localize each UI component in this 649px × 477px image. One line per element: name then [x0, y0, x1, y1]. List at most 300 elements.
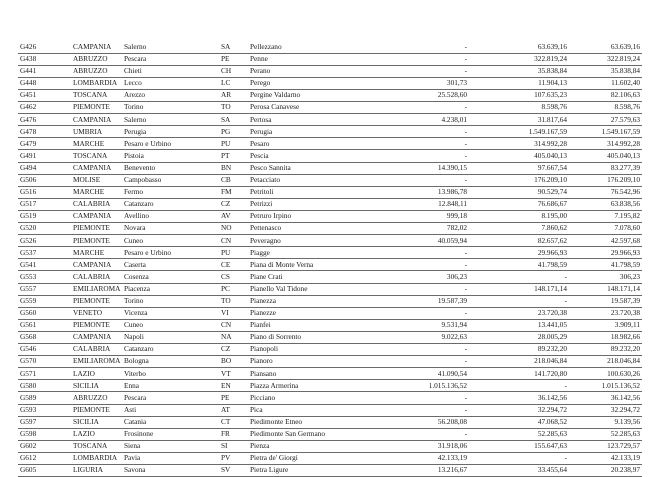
row-value-1: 19.587,39: [437, 295, 467, 305]
table-row: [0, 77, 649, 89]
row-region: CALABRIA: [73, 199, 111, 209]
table-row: [0, 198, 649, 210]
row-sigla: CE: [221, 259, 231, 269]
row-comune: Perano: [250, 66, 271, 76]
row-region: LAZIO: [73, 429, 95, 438]
row-value-1: 4.238,01: [441, 114, 467, 124]
row-value-2: 314.992,28: [534, 138, 567, 148]
row-value-3: 82.106,63: [610, 90, 640, 100]
table-row: [0, 440, 649, 452]
row-sigla: NO: [221, 223, 232, 233]
row-value-1: 14.390,15: [437, 162, 467, 172]
document-page: [0, 41, 649, 476]
row-comune: Piazza Armerina: [250, 380, 299, 390]
row-value-1: -: [464, 344, 467, 354]
row-region: MOLISE: [73, 175, 101, 185]
row-value-1: 25.528,60: [437, 90, 467, 100]
row-value-2: 52.285,63: [537, 429, 567, 438]
row-sigla: BO: [221, 356, 232, 366]
table-row: [0, 283, 649, 295]
row-province: Bologna: [124, 356, 149, 366]
row-value-1: 9.531,94: [441, 320, 467, 330]
row-sigla: EN: [221, 380, 231, 390]
row-sigla: PU: [221, 247, 231, 257]
table-row: [0, 452, 649, 464]
row-comune: Pianezza: [250, 295, 276, 305]
row-value-2: 322.819,24: [534, 54, 567, 64]
row-region: VENETO: [73, 308, 103, 318]
row-province: Napoli: [124, 332, 144, 342]
row-comune: Petrizzi: [250, 199, 273, 209]
row-code: G541: [20, 259, 37, 269]
row-code: G494: [20, 162, 37, 172]
row-value-3: 76.542,96: [610, 187, 640, 197]
row-province: Frosinone: [124, 429, 154, 438]
row-value-3: 1.549.167,59: [601, 126, 640, 136]
row-sigla: SA: [221, 42, 231, 51]
table-row: [0, 89, 649, 101]
row-value-1: 999,18: [446, 211, 467, 221]
row-sigla: FR: [221, 429, 230, 438]
row-sigla: CB: [221, 175, 231, 185]
row-region: CAMPANIA: [73, 162, 112, 172]
table-row: [0, 235, 649, 247]
row-code: G441: [20, 66, 37, 76]
row-value-2: 82.657,62: [537, 235, 567, 245]
row-sigla: PE: [221, 54, 230, 64]
row-comune: Pianfei: [250, 320, 271, 330]
table-row: [0, 174, 649, 186]
row-region: SICILIA: [73, 380, 99, 390]
table-row: [0, 319, 649, 331]
row-province: Asti: [124, 404, 137, 414]
row-comune: Piano di Sorrento: [250, 332, 302, 342]
row-value-2: 13.441,05: [537, 320, 567, 330]
row-sigla: CT: [221, 416, 231, 426]
row-value-3: 41.798,59: [610, 259, 640, 269]
row-comune: Peveragno: [250, 235, 281, 245]
row-value-2: 33.455,64: [537, 465, 567, 475]
table-row: [0, 126, 649, 138]
row-value-1: 782,02: [446, 223, 467, 233]
row-value-2: 8.598,76: [541, 102, 567, 112]
row-region: TOSCANA: [73, 441, 108, 451]
row-value-2: 97.667,54: [537, 162, 567, 172]
row-value-3: 42.133,19: [610, 453, 640, 463]
row-comune: Pietra de' Giorgi: [250, 453, 298, 463]
table-row: [0, 392, 649, 404]
row-province: Siena: [124, 441, 141, 451]
row-province: Cuneo: [124, 235, 144, 245]
row-value-2: 107.635,23: [534, 90, 567, 100]
row-sigla: TO: [221, 102, 231, 112]
row-province: Enna: [124, 380, 139, 390]
row-value-3: 20.238,97: [610, 465, 640, 475]
row-code: G597: [20, 416, 37, 426]
row-sigla: CH: [221, 66, 232, 76]
row-value-1: -: [464, 259, 467, 269]
table-row: [0, 65, 649, 77]
table-row: [0, 404, 649, 416]
row-value-1: -: [464, 247, 467, 257]
row-sigla: VT: [221, 368, 231, 378]
row-comune: Petruro Irpino: [250, 211, 292, 221]
row-comune: Pescia: [250, 150, 269, 160]
row-comune: Pianoro: [250, 356, 273, 366]
row-value-2: 218.046,84: [534, 356, 567, 366]
row-value-3: 52.285,63: [610, 429, 640, 438]
row-code: G426: [20, 42, 37, 51]
row-comune: Perego: [250, 78, 271, 88]
row-value-3: 32.294,72: [610, 404, 640, 414]
row-region: PIEMONTE: [73, 404, 110, 414]
row-value-1: -: [464, 42, 467, 51]
row-code: G520: [20, 223, 37, 233]
row-comune: Penne: [250, 54, 268, 64]
row-province: Torino: [124, 102, 144, 112]
row-region: CAMPANIA: [73, 42, 112, 51]
row-value-3: 8.598,76: [614, 102, 640, 112]
row-sigla: PV: [221, 453, 231, 463]
table-row: [0, 368, 649, 380]
table-row: [0, 295, 649, 307]
row-code: G559: [20, 295, 37, 305]
row-value-1: 41.090,54: [437, 368, 467, 378]
row-value-1: 12.848,11: [438, 199, 467, 209]
table-row: [0, 222, 649, 234]
row-comune: Piedimonte San Germano: [250, 429, 325, 438]
row-sigla: CZ: [221, 344, 231, 354]
row-region: PIEMONTE: [73, 295, 110, 305]
row-sigla: CS: [221, 271, 230, 281]
row-value-3: 35.838,84: [610, 66, 640, 76]
row-code: G526: [20, 235, 37, 245]
row-comune: Perugia: [250, 126, 273, 136]
row-code: G589: [20, 392, 37, 402]
row-code: G571: [20, 368, 37, 378]
row-region: PIEMONTE: [73, 102, 110, 112]
row-value-3: 11.602,40: [611, 78, 640, 88]
row-value-3: 29.966,93: [610, 247, 640, 257]
row-value-1: 301,73: [446, 78, 467, 88]
row-value-2: -: [564, 380, 567, 390]
row-comune: Perosa Canavese: [250, 102, 300, 112]
row-comune: Piedimonte Etneo: [250, 416, 303, 426]
row-value-2: 41.798,59: [537, 259, 567, 269]
row-sigla: TO: [221, 295, 231, 305]
row-value-1: -: [464, 126, 467, 136]
row-sigla: CZ: [221, 199, 231, 209]
table-row: [0, 53, 649, 65]
row-sigla: CN: [221, 320, 232, 330]
row-value-2: 23.720,38: [537, 308, 567, 318]
row-sigla: PU: [221, 138, 231, 148]
row-comune: Piansano: [250, 368, 277, 378]
row-code: G491: [20, 150, 37, 160]
row-value-2: 7.860,62: [541, 223, 567, 233]
row-value-3: 36.142,56: [610, 392, 640, 402]
row-code: G438: [20, 54, 37, 64]
row-province: Campobasso: [124, 175, 162, 185]
table-row: [0, 41, 649, 53]
table-row: [0, 343, 649, 355]
row-comune: Pertosa: [250, 114, 272, 124]
row-region: TOSCANA: [73, 150, 108, 160]
row-value-2: -: [564, 271, 567, 281]
row-value-2: 36.142,56: [537, 392, 567, 402]
row-province: Fermo: [124, 187, 144, 197]
row-value-2: 31.817,64: [537, 114, 567, 124]
row-value-3: 123.729,57: [607, 441, 640, 451]
row-province: Chieti: [124, 66, 142, 76]
row-region: EMILIAROMA: [73, 356, 121, 366]
row-code: G561: [20, 320, 37, 330]
row-value-1: -: [464, 429, 467, 438]
row-province: Vicenza: [124, 308, 148, 318]
row-province: Salerno: [124, 114, 147, 124]
row-comune: Pesaro: [250, 138, 270, 148]
row-sigla: AT: [221, 404, 230, 414]
row-comune: Pettenasco: [250, 223, 282, 233]
table-row: [0, 247, 649, 259]
row-region: TOSCANA: [73, 90, 108, 100]
row-value-1: -: [464, 138, 467, 148]
table-row: [0, 380, 649, 392]
row-region: LOMBARDIA: [73, 453, 118, 463]
row-province: Pistoia: [124, 150, 144, 160]
row-province: Catania: [124, 416, 147, 426]
row-value-2: 148.171,14: [534, 283, 567, 293]
row-value-1: -: [464, 150, 467, 160]
row-value-2: 90.529,74: [537, 187, 567, 197]
row-value-2: 29.966,93: [537, 247, 567, 257]
row-province: Cuneo: [124, 320, 144, 330]
row-code: G476: [20, 114, 37, 124]
row-code: G553: [20, 271, 37, 281]
row-region: SICILIA: [73, 416, 99, 426]
table-row: [0, 259, 649, 271]
row-comune: Pesco Sannita: [250, 162, 291, 172]
row-value-3: 218.046,84: [607, 356, 640, 366]
row-province: Pescara: [124, 392, 147, 402]
table-row: [0, 210, 649, 222]
row-value-3: 3.909,11: [614, 320, 640, 330]
row-comune: Pergine Valdarno: [250, 90, 301, 100]
row-province: Pescara: [124, 54, 147, 64]
row-value-1: -: [464, 404, 467, 414]
row-sigla: SV: [221, 465, 231, 475]
row-province: Salerno: [124, 42, 147, 51]
row-value-2: 141.720,80: [534, 368, 567, 378]
row-value-3: 7.195,82: [614, 211, 640, 221]
row-value-3: 148.171,14: [607, 283, 640, 293]
row-comune: Pellezzano: [250, 42, 282, 51]
row-value-2: 155.647,63: [534, 441, 567, 451]
row-value-3: 306,23: [619, 271, 640, 281]
row-code: G451: [20, 90, 37, 100]
table-row: [0, 138, 649, 150]
row-value-1: 40.059,94: [437, 235, 467, 245]
row-province: Catanzaro: [124, 199, 154, 209]
row-province: Perugia: [124, 126, 147, 136]
row-value-1: 9.022,63: [441, 332, 467, 342]
row-comune: Pienza: [250, 441, 270, 451]
row-value-2: -: [564, 295, 567, 305]
row-comune: Pianezze: [250, 308, 276, 318]
row-value-3: 314.992,28: [607, 138, 640, 148]
row-code: G519: [20, 211, 37, 221]
row-region: MARCHE: [73, 187, 105, 197]
row-province: Lecco: [124, 78, 142, 88]
table-row: [0, 101, 649, 113]
table-row: [0, 428, 649, 440]
row-value-1: -: [464, 102, 467, 112]
row-code: G479: [20, 138, 37, 148]
row-value-2: 47.068,52: [537, 416, 567, 426]
row-value-3: 176.209,10: [607, 175, 640, 185]
row-sigla: SA: [221, 114, 231, 124]
row-region: CAMPANIA: [73, 259, 112, 269]
row-sigla: FM: [221, 187, 232, 197]
row-value-1: -: [464, 392, 467, 402]
row-comune: Piane Crati: [250, 271, 283, 281]
row-region: CAMPANIA: [73, 114, 112, 124]
row-comune: Picciano: [250, 392, 276, 402]
row-comune: Piana di Monte Verna: [250, 259, 314, 269]
row-value-3: 18.982,66: [610, 332, 640, 342]
row-region: ABRUZZO: [73, 66, 108, 76]
row-value-2: 35.838,84: [537, 66, 567, 76]
table-row: [0, 355, 649, 367]
row-province: Pesaro e Urbino: [124, 138, 172, 148]
table-row: [0, 416, 649, 428]
row-value-3: 89.232,20: [610, 344, 640, 354]
row-code: G568: [20, 332, 37, 342]
row-code: G557: [20, 283, 37, 293]
row-comune: Piagge: [250, 247, 270, 257]
row-value-1: -: [464, 66, 467, 76]
row-comune: Pica: [250, 404, 263, 414]
row-region: ABRUZZO: [73, 54, 108, 64]
row-sigla: AR: [221, 90, 232, 100]
row-comune: Pianello Val Tidone: [250, 283, 308, 293]
row-code: G517: [20, 199, 37, 209]
row-value-3: 63.639,16: [610, 42, 640, 51]
row-sigla: SI: [221, 441, 228, 451]
row-value-2: 32.294,72: [537, 404, 567, 414]
row-value-2: 176.209,10: [534, 175, 567, 185]
row-value-3: 7.078,60: [614, 223, 640, 233]
row-value-1: 13.216,67: [437, 465, 467, 475]
row-sigla: LC: [221, 78, 231, 88]
row-value-1: -: [464, 356, 467, 366]
row-value-1: 1.015.136,52: [428, 380, 467, 390]
row-value-1: -: [464, 54, 467, 64]
row-comune: Pietra Ligure: [250, 465, 289, 475]
row-value-1: 56.208,08: [437, 416, 467, 426]
row-comune: Petacciato: [250, 175, 280, 185]
row-region: UMBRIA: [73, 126, 103, 136]
row-province: Torino: [124, 295, 144, 305]
row-value-2: 63.639,16: [537, 42, 567, 51]
row-province: Cosenza: [124, 271, 149, 281]
row-region: PIEMONTE: [73, 320, 110, 330]
row-value-3: 100.630,26: [607, 368, 640, 378]
row-value-3: 19.587,39: [610, 295, 640, 305]
table-row: [0, 307, 649, 319]
row-code: G598: [20, 429, 37, 438]
row-region: LAZIO: [73, 368, 95, 378]
row-region: LOMBARDIA: [73, 78, 118, 88]
table-row: [0, 464, 649, 476]
row-province: Savona: [124, 465, 146, 475]
row-value-2: 1.549.167,59: [528, 126, 567, 136]
row-region: CAMPANIA: [73, 211, 112, 221]
row-value-2: 405.040,13: [534, 150, 567, 160]
row-value-3: 322.819,24: [607, 54, 640, 64]
row-code: G462: [20, 102, 37, 112]
row-value-2: 89.232,20: [537, 344, 567, 354]
row-code: G506: [20, 175, 37, 185]
row-code: G516: [20, 187, 37, 197]
row-province: Pesaro e Urbino: [124, 247, 172, 257]
row-region: MARCHE: [73, 247, 105, 257]
row-province: Benevento: [124, 162, 156, 172]
row-sigla: PE: [221, 392, 230, 402]
row-province: Avellino: [124, 211, 149, 221]
row-code: G560: [20, 308, 37, 318]
row-sigla: AV: [221, 211, 231, 221]
row-value-3: 1.015.136,52: [601, 380, 640, 390]
row-value-1: 13.986,78: [437, 187, 467, 197]
table-row: [0, 162, 649, 174]
row-region: MARCHE: [73, 138, 105, 148]
row-region: LIGURIA: [73, 465, 103, 475]
row-region: CAMPANIA: [73, 332, 112, 342]
row-region: CALABRIA: [73, 344, 111, 354]
row-value-2: 8.195,00: [541, 211, 567, 221]
row-value-1: -: [464, 175, 467, 185]
row-sigla: PG: [221, 126, 231, 136]
row-code: G580: [20, 380, 37, 390]
row-code: G546: [20, 344, 37, 354]
row-value-3: 42.597,68: [610, 235, 640, 245]
row-code: G605: [20, 465, 37, 475]
row-value-2: 11.904,13: [538, 78, 567, 88]
row-region: CALABRIA: [73, 271, 111, 281]
row-value-2: -: [564, 453, 567, 463]
row-value-2: 28.005,29: [537, 332, 567, 342]
table-row: [0, 271, 649, 283]
row-province: Catanzaro: [124, 344, 154, 354]
row-sigla: VI: [221, 308, 229, 318]
row-value-1: -: [464, 283, 467, 293]
row-region: ABRUZZO: [73, 392, 108, 402]
row-value-3: 23.720,38: [610, 308, 640, 318]
row-province: Novara: [124, 223, 146, 233]
row-value-1: 42.133,19: [437, 453, 467, 463]
row-province: Caserta: [124, 259, 146, 269]
row-region: EMILIAROMA: [73, 283, 121, 293]
row-sigla: CN: [221, 235, 232, 245]
row-value-3: 9.139,56: [614, 416, 640, 426]
row-code: G612: [20, 453, 37, 463]
row-sigla: NA: [221, 332, 232, 342]
row-code: G537: [20, 247, 37, 257]
row-value-2: 76.686,67: [537, 199, 567, 209]
row-sigla: PC: [221, 283, 230, 293]
row-province: Arezzo: [124, 90, 146, 100]
